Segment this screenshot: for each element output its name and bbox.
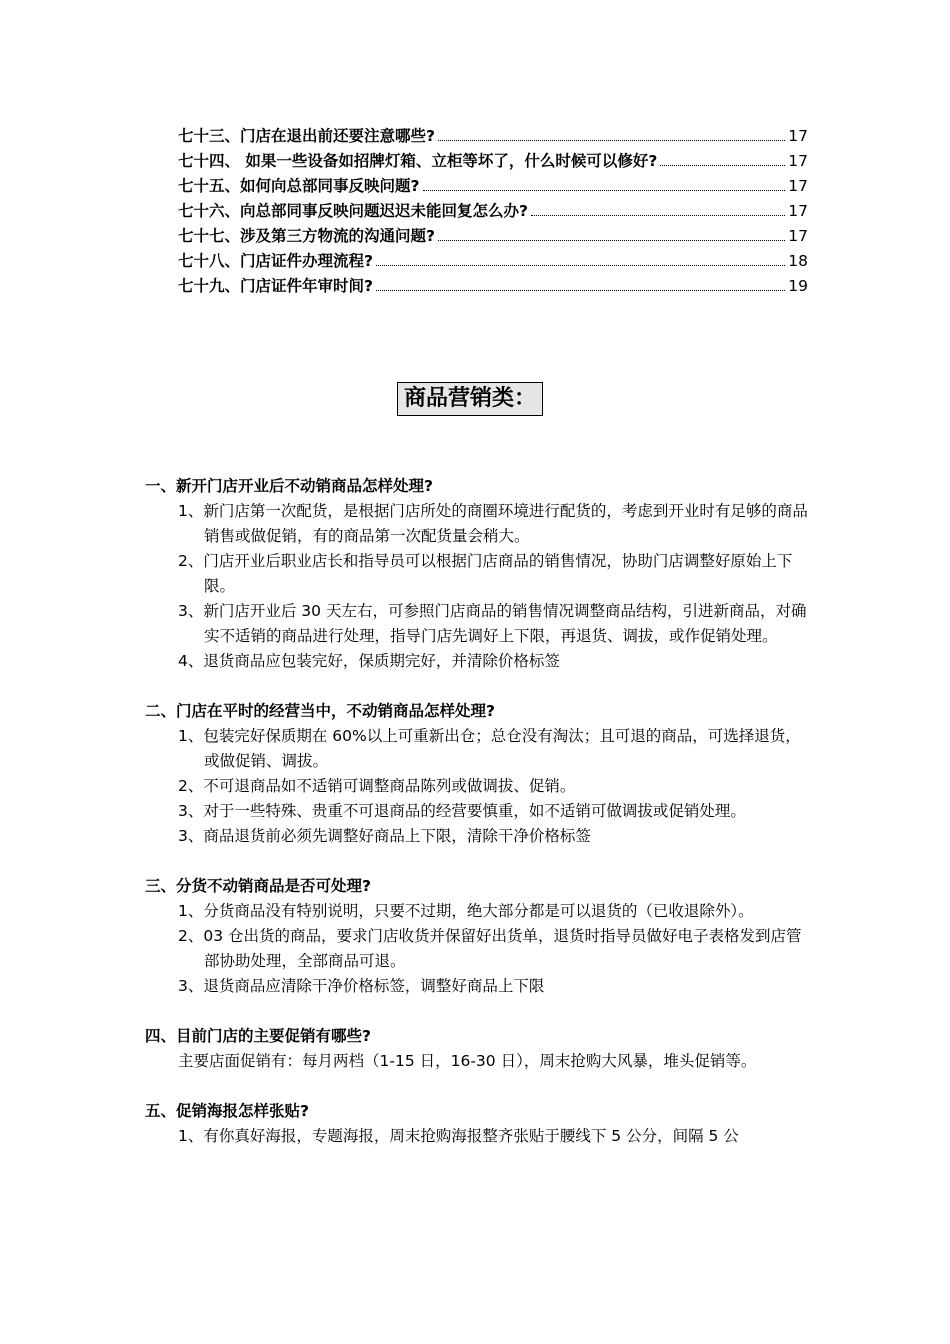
answer-paragraph: 主要店面促销有：每月两档（1-15 日，16-30 日），周末抢购大风暴，堆头促销等。 xyxy=(178,1052,757,1070)
toc-leader-dots xyxy=(376,265,785,266)
toc-leader-dots xyxy=(660,165,785,166)
answer-item: 1、包装完好保质期在 60%以上可重新出仓；总仓没有淘汰；且可退的商品，可选择退货，或做促销、调拔。 xyxy=(178,727,801,770)
answer-item: 3、商品退货前必须先调整好商品上下限，清除干净价格标签 xyxy=(178,827,591,845)
toc-page-number: 17 xyxy=(788,227,808,245)
toc-entry-text: 七十七、涉及第三方物流的沟通问题? xyxy=(178,227,435,245)
toc-entry[interactable] xyxy=(178,274,808,299)
question-heading: 二、门店在平时的经营当中，不动销商品怎样处理? xyxy=(145,702,495,720)
toc-page-number: 17 xyxy=(788,152,808,170)
question-heading: 五、促销海报怎样张贴? xyxy=(145,1102,309,1120)
spacer xyxy=(145,674,815,699)
toc-page-number: 17 xyxy=(788,202,808,220)
answer-item: 2、03 仓出货的商品，要求门店收货并保留好出货单，退货时指导员做好电子表格发到店管部协助处理，全部商品可退。 xyxy=(178,927,802,970)
toc-entry[interactable] xyxy=(178,149,808,174)
toc-page-number: 17 xyxy=(788,177,808,195)
toc-leader-dots xyxy=(438,140,785,141)
toc-entry[interactable] xyxy=(178,174,808,199)
answer-item: 2、不可退商品如不适销可调整商品陈列或做调拔、促销。 xyxy=(178,777,576,795)
section-title: 商品营销类： xyxy=(397,382,543,416)
answer-paragraph: 1、有你真好海报，专题海报，周末抢购海报整齐张贴于腰线下 5 公分，间隔 5 公 xyxy=(178,1127,739,1145)
question-heading: 一、新开门店开业后不动销商品怎样处理? xyxy=(145,477,433,495)
toc-entry-text: 七十四、 如果一些设备如招牌灯箱、立柜等坏了，什么时候可以修好? xyxy=(178,152,658,170)
answer-paragraph: 1、分货商品没有特别说明，只要不过期，绝大部分都是可以退货的（已收退除外）。 xyxy=(178,902,754,920)
answer-item: 3、新门店开业后 30 天左右，可参照门店商品的销售情况调整商品结构，引进新商品，对确实不适销的商品进行处理，指导门店先调好上下限，再退货、调拔，或作促销处理。 xyxy=(178,602,807,645)
toc-entry[interactable] xyxy=(178,124,808,149)
question-heading: 四、目前门店的主要促销有哪些? xyxy=(145,1027,371,1045)
toc-entry-text: 七十五、如何向总部同事反映问题? xyxy=(178,177,420,195)
table-of-contents xyxy=(178,124,808,299)
answer-item: 1、新门店第一次配货，是根据门店所处的商圈环境进行配货的，考虑到开业时有足够的商品销售或做促销，有的商品第一次配货量会稍大。 xyxy=(178,502,808,545)
toc-leader-dots xyxy=(531,215,785,216)
spacer xyxy=(145,1074,815,1099)
toc-entry-text: 七十三、门店在退出前还要注意哪些? xyxy=(178,127,435,145)
toc-page-number: 18 xyxy=(788,252,808,270)
toc-page-number: 19 xyxy=(788,277,808,295)
toc-entry-text: 七十九、门店证件年审时间? xyxy=(178,277,373,295)
question-heading: 三、分货不动销商品是否可处理? xyxy=(145,877,371,895)
spacer xyxy=(145,849,815,874)
answer-item: 2、门店开业后职业店长和指导员可以根据门店商品的销售情况，协助门店调整好原始上下限。 xyxy=(178,552,793,595)
toc-leader-dots xyxy=(423,190,786,191)
answer-item: 3、退货商品应清除干净价格标签，调整好商品上下限 xyxy=(178,977,545,995)
toc-entry[interactable] xyxy=(178,224,808,249)
toc-entry[interactable] xyxy=(178,199,808,224)
answer-item: 3、对于一些特殊、贵重不可退商品的经营要慎重，如不适销可做调拔或促销处理。 xyxy=(178,802,746,820)
spacer xyxy=(145,999,815,1024)
toc-page-number: 17 xyxy=(788,127,808,145)
document-body xyxy=(145,474,815,1149)
answer-item: 4、退货商品应包装完好，保质期完好，并清除价格标签 xyxy=(178,652,560,670)
toc-leader-dots xyxy=(376,290,785,291)
toc-entry-text: 七十八、门店证件办理流程? xyxy=(178,252,373,270)
toc-entry[interactable] xyxy=(178,249,808,274)
toc-entry-text: 七十六、向总部同事反映问题迟迟未能回复怎么办? xyxy=(178,202,528,220)
toc-leader-dots xyxy=(438,240,785,241)
